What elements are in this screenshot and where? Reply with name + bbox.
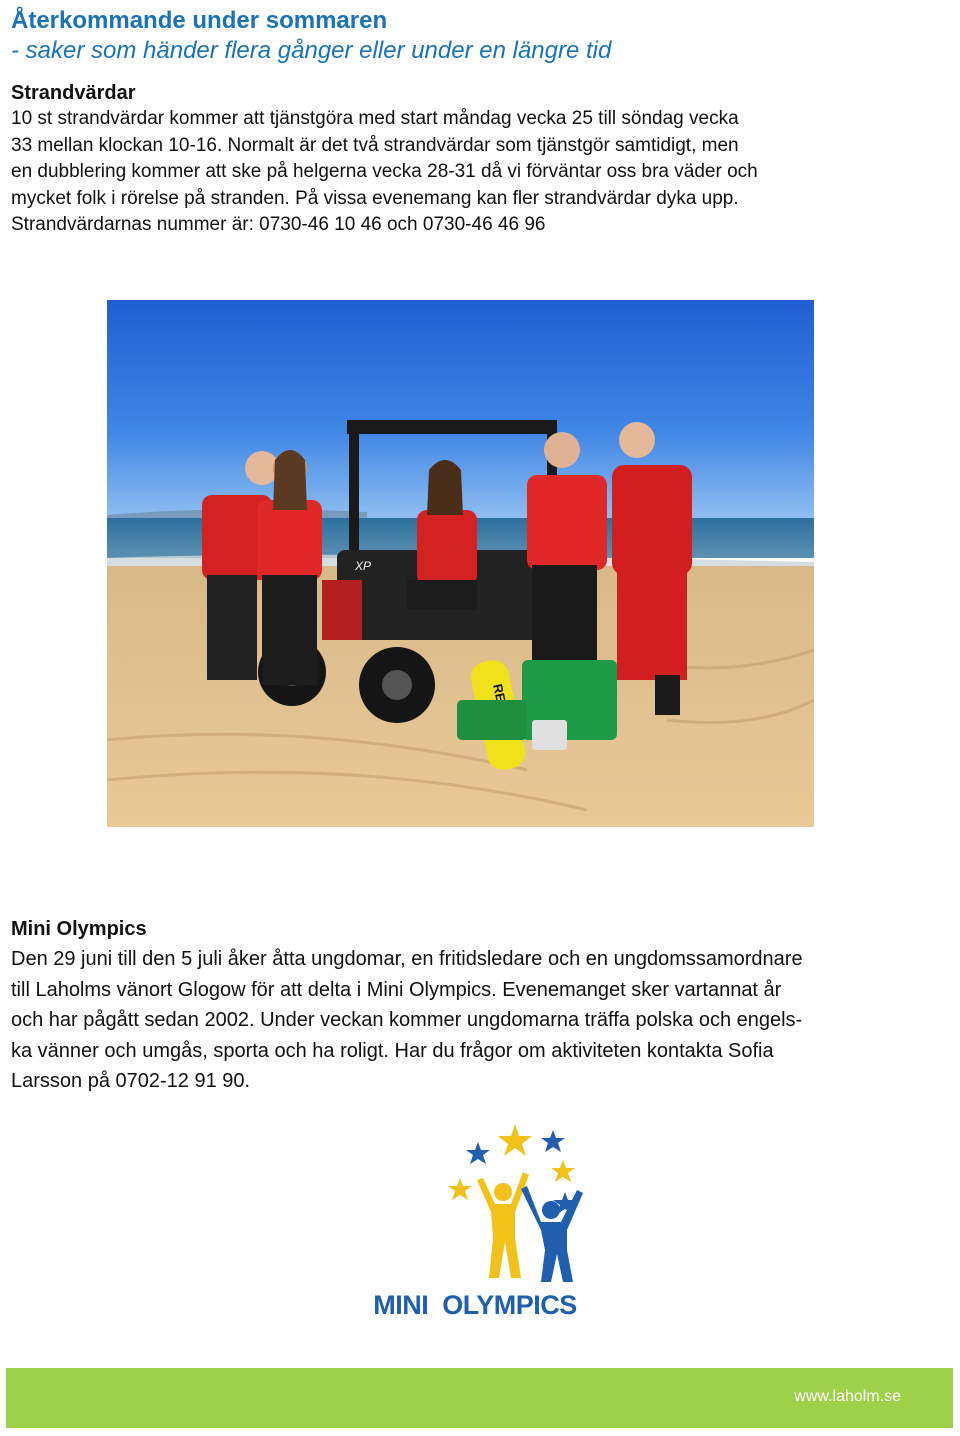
- page-subtitle: - saker som händer flera gånger eller under en längre tid: [11, 37, 612, 64]
- page-header: [11, 6, 611, 66]
- green-case: [457, 700, 527, 740]
- footer-bar: [6, 1368, 953, 1428]
- paragraph-line: Larsson på 0702-12 91 90.: [11, 1070, 251, 1092]
- footer-url[interactable]: www.laholm.se: [794, 1388, 901, 1405]
- paragraph-line: 33 mellan klockan 10-16. Normalt är det två strandvärdar som tjänstgör samtidigt, men: [11, 134, 739, 156]
- paragraph-line: till Laholms vänort Glogow för att delta i Mini Olympics. Evenemanget sker vartannat år: [11, 978, 782, 1001]
- vehicle-label: XP: [355, 559, 372, 573]
- paragraph-line: 10 st strandvärdar kommer att tjänstgöra med start måndag vecka 25 till söndag vecka: [11, 108, 739, 129]
- paragraph-line: en dubblering kommer att ske på helgerna vecka 28-31 då vi förväntar oss bra väder och: [11, 161, 758, 182]
- section-heading: Mini Olympics: [11, 918, 147, 940]
- beach-photo: [107, 300, 814, 827]
- paragraph-line: Strandvärdarnas nummer är: 0730-46 10 46 och 0730-46 46 96: [11, 214, 546, 235]
- paragraph-line: Den 29 juni till den 5 juli åker åtta ungdomar, en fritidsledare och en ungdomssamordnare: [11, 948, 803, 970]
- mini-olympics-logo: [355, 1120, 595, 1325]
- defibrillator: [532, 720, 567, 750]
- logo-text: MINI OLYMPICS: [373, 1290, 577, 1320]
- paragraph-line: mycket folk i rörelse på stranden. På vissa evenemang kan fler strandvärdar dyka upp.: [11, 187, 739, 209]
- section-heading: Strandvärdar: [11, 82, 136, 104]
- paragraph-line: ka vänner och umgås, sporta och ha roligt. Har du frågor om aktiviteten kontakta Sofia: [11, 1039, 774, 1062]
- section-mini-olympics: [11, 914, 949, 1097]
- section-strandvardar: [11, 80, 949, 239]
- page-title: Återkommande under sommaren: [11, 7, 388, 34]
- paragraph-line: och har pågått sedan 2002. Under veckan kommer ungdomarna träffa polska och engels-: [11, 1009, 803, 1031]
